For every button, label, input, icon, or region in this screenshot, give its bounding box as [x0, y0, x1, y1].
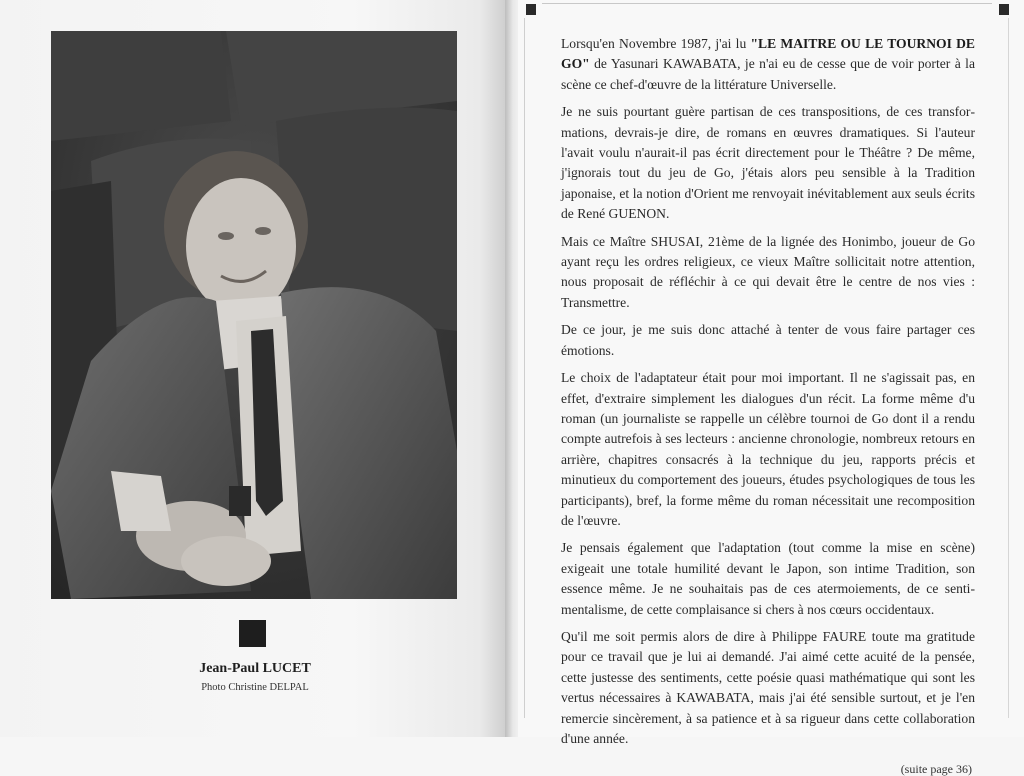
portrait-photo-graphic: [51, 31, 457, 599]
right-rule: [1008, 18, 1009, 718]
book-title: "LE MAITRE OU LE TOURNOI DE GO": [561, 36, 976, 72]
portrait-photo: [51, 31, 457, 599]
photo-credit: Photo Christine DELPAL: [201, 682, 309, 693]
paragraph: [561, 34, 975, 95]
paragraph: Mais ce Maître SHUSAI, 21ème de la lignée des Honimbo, joueur de Go ayant reçu les ordres religieux, ce vieux Maître sollicitait notre attention, nous proposait de réfléchir à ce qui devait être le centre de nos vies : Transmettre.: [561, 233, 975, 310]
paragraph: Je pensais également que l'adaptation (tout comme la mise en scène) exigeait une totale humilité devant le Japon, son intime Tradition, son essence même. Je ne souhaitais pas de ces atermoiements, de ce sentimentalisme, de cette complaisance si chers à nos cœurs occidentaux.: [561, 540, 975, 617]
continuation-note: (suite page 36): [900, 762, 972, 776]
paragraph-text: Lorsqu'en Novembre 1987, j'ai lu: [561, 36, 751, 51]
caption-name: Jean-Paul LUCET: [199, 661, 311, 676]
left-rule: [524, 18, 525, 718]
top-rule: [542, 3, 992, 4]
paragraph: Qu'il me soit permis alors de dire à Philippe FAURE toute ma gratitude pour ce travail que je lui ai demandé. J'ai aimé cette acuité de la pensée, cette justesse des sentiments, cette poésie quasi mathématique qui sont les vertus nécessaires à KAWABATA, mais j'ai été sensible surtout, et je l'en remercie sincèrement, à sa patience et à sa rigueur dans cette collaboration d'une année.: [561, 628, 975, 746]
paragraph-text: de Yasunari KAWABATA, je n'ai eu de cesse que de voir porter à la scène ce chef-d'œuvre de la littérature Universelle.: [561, 56, 975, 92]
paragraph: Je ne suis pourtant guère partisan de ces transpositions, de ces transformations, devrais-je dire, de romans en œuvres dramatiques. Si l'auteur l'avait voulu n'aurait-il pas écrit directement pour le Théâtre ? De même, j'ignorais tout du jeu de Go, j'étais alors peu sensible à la Tradition japonaise, et la notion d'Orient me renvoyait inévitablement aux seuls écrits de René GUENON.: [561, 104, 975, 222]
article-body: [561, 34, 975, 756]
left-page: [0, 0, 505, 737]
corner-marker-top-left: [526, 4, 536, 15]
paragraph: Le choix de l'adaptateur était pour moi important. Il ne s'agissait pas, en effet, d'extraire simplement les dialogues d'un récit. La forme même d'u roman (un journaliste se rappelle un célèbre tournoi de Go dont il a rendu compte autrefois à ses lecteurs : ancienne chronologie, nombreux retours en arrière, chapitres consacrés à la technique du jeu, rapports précis et minutieux du comportement des joueurs, études psychologiques de tous les participants), bref, la forme même du roman nécessitait une recomposition de l'œuvre.: [561, 370, 975, 528]
paragraph: De ce jour, je me suis donc attaché à tenter de vous faire partager ces émotions.: [561, 322, 975, 358]
decorative-square-marker: [239, 620, 266, 647]
corner-marker-top-right: [999, 4, 1009, 15]
